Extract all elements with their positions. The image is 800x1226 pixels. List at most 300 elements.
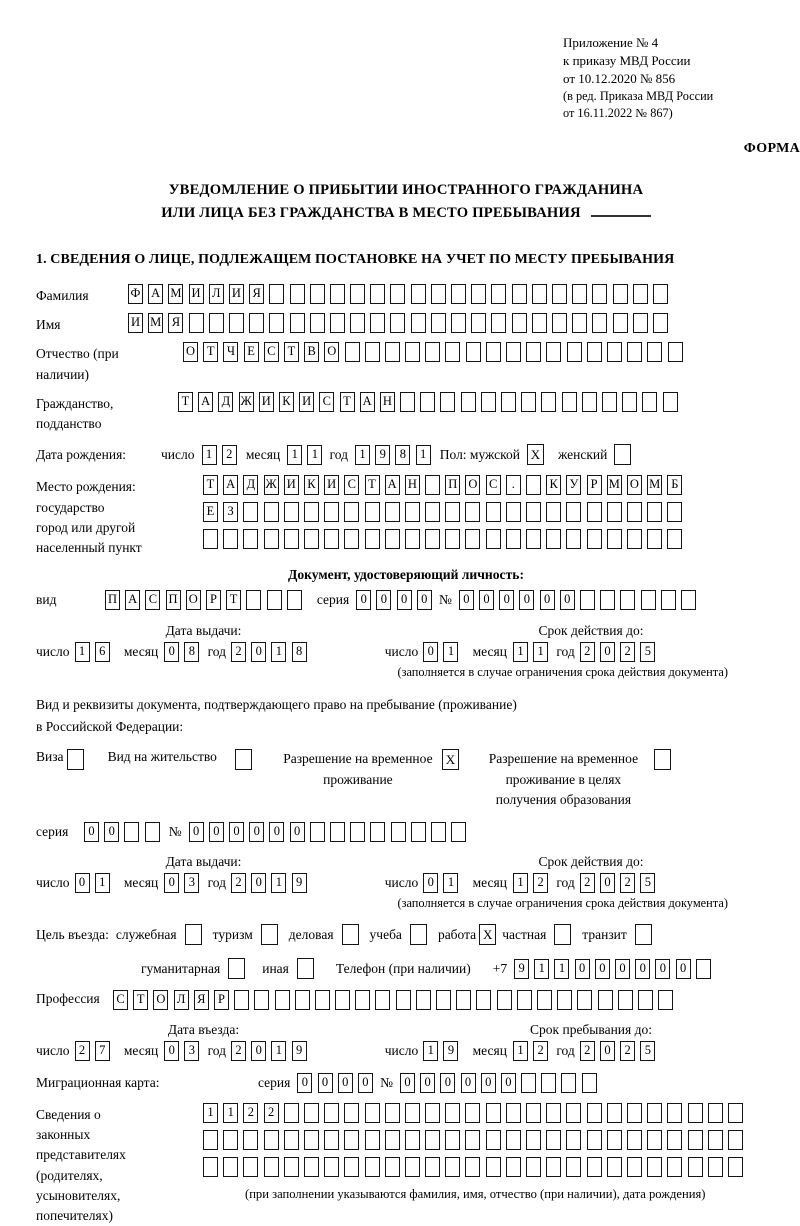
- profession-row: [36, 989, 776, 1009]
- form-cell: 0: [104, 822, 119, 842]
- form-cell: [290, 284, 305, 304]
- form-cell: [335, 990, 350, 1010]
- form-cell: О: [153, 990, 168, 1010]
- form-cell: [562, 392, 577, 412]
- form-cell: О: [183, 342, 198, 362]
- form-cell: Т: [203, 342, 218, 362]
- form-cell: [658, 990, 673, 1010]
- form-cell: [506, 502, 521, 522]
- form-cell: [411, 284, 426, 304]
- form-cell: [344, 1130, 359, 1150]
- form-cell: 0: [600, 873, 615, 893]
- form-cell: [324, 1103, 339, 1123]
- form-cell: 2: [580, 642, 595, 662]
- doc-kind-label: вид: [36, 592, 57, 608]
- form-cell: [622, 392, 637, 412]
- form-cell: [246, 590, 261, 610]
- form-cell: [264, 529, 279, 549]
- form-cell: [445, 1103, 460, 1123]
- form-cell: [465, 1130, 480, 1150]
- citizenship-cells: [178, 392, 683, 412]
- tourism-label: туризм: [212, 926, 253, 942]
- representatives-block: [36, 1103, 776, 1226]
- form-cell: 1: [271, 873, 286, 893]
- form-cell: [425, 1157, 440, 1177]
- form-cell: 8: [395, 445, 410, 465]
- mig-series-label: серия: [258, 1074, 291, 1090]
- form-cell: [456, 990, 471, 1010]
- form-cell: [647, 529, 662, 549]
- form-cell: 0: [615, 959, 630, 979]
- form-cell: [708, 1130, 723, 1150]
- purpose-row-2: [141, 958, 776, 979]
- form-cell: [653, 284, 668, 304]
- study-checkbox: [410, 924, 427, 945]
- form-cell: [330, 313, 345, 333]
- form-cell: [445, 342, 460, 362]
- form-cell: 0: [189, 822, 204, 842]
- permit-number-cells: [189, 822, 472, 842]
- form-cell: О: [186, 590, 201, 610]
- form-cell: А: [385, 475, 400, 495]
- form-cell: [465, 502, 480, 522]
- form-cell: [344, 502, 359, 522]
- form-cell: [249, 313, 264, 333]
- form-cell: [370, 313, 385, 333]
- phone-label: Телефон (при наличии): [335, 960, 471, 976]
- form-cell: [613, 313, 628, 333]
- form-cell: [486, 1103, 501, 1123]
- form-cell: П: [445, 475, 460, 495]
- form-cell: [330, 284, 345, 304]
- form-cell: [345, 342, 360, 362]
- form-cell: С: [264, 342, 279, 362]
- form-cell: [587, 1157, 602, 1177]
- surname-label: Фамилия: [36, 287, 89, 303]
- form-cell: [521, 1073, 536, 1093]
- form-cell: [385, 1157, 400, 1177]
- form-cell: [223, 1157, 238, 1177]
- form-cell: [264, 1157, 279, 1177]
- mig-series-cells: [297, 1073, 378, 1093]
- form-cell: [391, 822, 406, 842]
- form-cell: 0: [600, 1041, 615, 1061]
- service-label: служебная: [115, 926, 177, 942]
- form-cell: 0: [84, 822, 99, 842]
- form-cell: [620, 590, 635, 610]
- form-cell: [350, 313, 365, 333]
- form-cell: Т: [365, 475, 380, 495]
- form-cell: Я: [249, 284, 264, 304]
- form-cell: [587, 529, 602, 549]
- form-cell: 0: [600, 642, 615, 662]
- form-cell: 2: [243, 1103, 258, 1123]
- form-cell: [521, 392, 536, 412]
- form-cell: [370, 822, 385, 842]
- identity-doc-heading: Документ, удостоверяющий личность:: [288, 567, 524, 583]
- form-cell: [385, 342, 400, 362]
- representatives-note: (при заполнении указываются фамилия, имя, отчество (при наличии), дата рождения): [245, 1186, 706, 1201]
- form-cell: [295, 990, 310, 1010]
- form-cell: [310, 284, 325, 304]
- permit-issue-title: Дата выдачи:: [165, 854, 242, 870]
- form-cell: [465, 1103, 480, 1123]
- birth-year-cells: [355, 445, 436, 465]
- form-cell: [526, 1130, 541, 1150]
- form-cell: [223, 1130, 238, 1150]
- form-cell: 0: [164, 642, 179, 662]
- form-cell: [264, 502, 279, 522]
- residence-label: Вид на жительство: [107, 749, 217, 765]
- form-cell: 1: [513, 873, 528, 893]
- form-cell: 0: [575, 959, 590, 979]
- form-cell: 1: [443, 642, 458, 662]
- note-line-1: Приложение № 4: [563, 35, 659, 50]
- purpose-row-1: [36, 924, 776, 945]
- form-cell: 8: [292, 642, 307, 662]
- form-cell: 9: [514, 959, 529, 979]
- permit-intro: [36, 694, 776, 740]
- form-cell: [681, 590, 696, 610]
- form-cell: [572, 284, 587, 304]
- form-cell: У: [566, 475, 581, 495]
- form-cell: [420, 392, 435, 412]
- title-underline: [591, 204, 651, 217]
- form-cell: 1: [534, 959, 549, 979]
- form-cell: [546, 529, 561, 549]
- form-cell: Б: [667, 475, 682, 495]
- form-cell: [234, 990, 249, 1010]
- form-cell: [647, 1157, 662, 1177]
- form-cell: 0: [417, 590, 432, 610]
- form-cell: 0: [251, 873, 266, 893]
- form-cell: [254, 990, 269, 1010]
- form-cell: [405, 1130, 420, 1150]
- form-cell: 3: [184, 873, 199, 893]
- note-line-4: (в ред. Приказа МВД России: [563, 88, 714, 103]
- purpose-label: Цель въезда:: [36, 926, 109, 942]
- permit-series-label: серия: [36, 824, 69, 840]
- migration-card-row: [36, 1073, 776, 1093]
- form-cell: 6: [95, 642, 110, 662]
- form-cell: [602, 392, 617, 412]
- business-label: деловая: [288, 926, 334, 942]
- form-cell: 1: [75, 642, 90, 662]
- representatives-cells: [203, 1103, 748, 1202]
- form-cell: [243, 1157, 258, 1177]
- permit-valid-date: число 0 1 месяц 1 2 год 2 0 2 5: [385, 873, 661, 893]
- form-cell: [557, 990, 572, 1010]
- form-cell: [641, 590, 656, 610]
- form-cell: Т: [203, 475, 218, 495]
- form-cell: [465, 1157, 480, 1177]
- form-cell: 0: [356, 590, 371, 610]
- form-cell: [324, 502, 339, 522]
- form-cell: [587, 1130, 602, 1150]
- form-cell: [203, 529, 218, 549]
- work-label: работа: [437, 926, 477, 942]
- birth-place-label: Место рождения: государство город или другой населенный пункт: [36, 479, 142, 555]
- form-cell: [451, 284, 466, 304]
- citizenship-row: [36, 392, 776, 435]
- phone-cells: [514, 959, 716, 979]
- form-cell: [431, 313, 446, 333]
- study-label: учеба: [369, 926, 402, 942]
- form-cell: [506, 342, 521, 362]
- form-cell: [243, 1130, 258, 1150]
- birth-date-row: [36, 444, 776, 465]
- birth-place-row-3: [203, 529, 688, 549]
- form-cell: 9: [443, 1041, 458, 1061]
- form-cell: [310, 822, 325, 842]
- form-cell: Т: [340, 392, 355, 412]
- form-cell: 0: [358, 1073, 373, 1093]
- form-cell: 0: [400, 1073, 415, 1093]
- form-cell: Т: [133, 990, 148, 1010]
- birth-date-label: Дата рождения:: [36, 446, 127, 462]
- form-cell: [375, 990, 390, 1010]
- form-cell: [203, 1130, 218, 1150]
- stay-until-title: Срок пребывания до:: [530, 1021, 652, 1037]
- form-cell: 0: [540, 590, 555, 610]
- form-cell: [124, 822, 139, 842]
- form-cell: 2: [533, 1041, 548, 1061]
- form-cell: [411, 313, 426, 333]
- form-cell: [638, 990, 653, 1010]
- business-checkbox: [342, 924, 359, 945]
- form-cell: 2: [231, 873, 246, 893]
- form-cell: 1: [554, 959, 569, 979]
- form-cell: И: [189, 284, 204, 304]
- citizenship-label: Гражданство, подданство: [36, 395, 114, 431]
- permit-dates-block: [36, 854, 776, 911]
- form-cell: Т: [284, 342, 299, 362]
- form-cell: 0: [397, 590, 412, 610]
- form-cell: [708, 1157, 723, 1177]
- form-cell: 1: [443, 873, 458, 893]
- form-cell: [567, 342, 582, 362]
- patronymic-label: Отчество (при наличии): [36, 346, 119, 382]
- form-cell: [350, 284, 365, 304]
- doc-dates-block: [36, 623, 776, 680]
- service-checkbox: [185, 924, 202, 945]
- private-label: частная: [502, 926, 547, 942]
- form-cell: [627, 1157, 642, 1177]
- form-cell: [501, 392, 516, 412]
- form-cell: [284, 1157, 299, 1177]
- form-cell: [552, 313, 567, 333]
- form-cell: [243, 529, 258, 549]
- form-cell: [243, 502, 258, 522]
- form-cell: [445, 1130, 460, 1150]
- form-cell: [189, 313, 204, 333]
- birth-month-cells: [287, 445, 327, 465]
- other-label: иная: [262, 960, 289, 976]
- form-cell: [512, 313, 527, 333]
- entry-dates-block: [36, 1022, 776, 1061]
- form-cell: 1: [271, 1041, 286, 1061]
- surname-cells: [128, 284, 673, 304]
- form-cell: Ч: [223, 342, 238, 362]
- form-cell: 0: [481, 1073, 496, 1093]
- sex-male-label: Пол: мужской: [439, 446, 520, 462]
- visa-checkbox: [67, 749, 84, 770]
- form-cell: 9: [292, 1041, 307, 1061]
- form-cell: 0: [209, 822, 224, 842]
- form-cell: [304, 1130, 319, 1150]
- form-cell: [607, 1103, 622, 1123]
- form-cell: [688, 1157, 703, 1177]
- form-cell: [667, 1157, 682, 1177]
- form-cell: [491, 313, 506, 333]
- form-cell: [344, 1103, 359, 1123]
- form-cell: [465, 529, 480, 549]
- form-cell: [436, 990, 451, 1010]
- form-cell: С: [113, 990, 128, 1010]
- form-cell: [405, 1157, 420, 1177]
- form-cell: 2: [231, 642, 246, 662]
- form-cell: [512, 284, 527, 304]
- form-cell: М: [647, 475, 662, 495]
- form-cell: И: [324, 475, 339, 495]
- form-cell: 0: [249, 822, 264, 842]
- form-cell: [577, 990, 592, 1010]
- section1-heading: 1. СВЕДЕНИЯ О ЛИЦЕ, ПОДЛЕЖАЩЕМ ПОСТАНОВКЕ НА УЧЕТ ПО МЕСТУ ПРЕБЫВАНИЯ: [36, 251, 675, 267]
- form-cell: А: [360, 392, 375, 412]
- form-cell: А: [198, 392, 213, 412]
- form-cell: [667, 1130, 682, 1150]
- form-cell: Н: [405, 475, 420, 495]
- form-cell: 0: [318, 1073, 333, 1093]
- form-cell: [290, 313, 305, 333]
- form-cell: [647, 1103, 662, 1123]
- representatives-label: Сведения о законных представителях (родителях, усыновителях, попечителях): [36, 1106, 126, 1224]
- birth-place-cells: [203, 475, 688, 549]
- rvp-edu-checkbox: [654, 749, 671, 770]
- form-cell: [416, 990, 431, 1010]
- form-cell: К: [304, 475, 319, 495]
- representatives-row-1: [203, 1103, 748, 1123]
- birth-place-block: [36, 475, 776, 558]
- birth-day-cells: [202, 445, 242, 465]
- form-cell: В: [304, 342, 319, 362]
- form-cell: И: [229, 284, 244, 304]
- mig-number-label: №: [380, 1074, 393, 1090]
- tourism-checkbox: [261, 924, 278, 945]
- form-cell: [486, 1157, 501, 1177]
- permit-number-label: №: [168, 824, 182, 840]
- form-cell: Р: [206, 590, 221, 610]
- birth-place-row-1: [203, 475, 688, 495]
- form-cell: [526, 502, 541, 522]
- form-cell: Д: [243, 475, 258, 495]
- profession-label: Профессия: [36, 991, 100, 1007]
- form-cell: [607, 1130, 622, 1150]
- form-cell: Е: [244, 342, 259, 362]
- form-cell: [627, 529, 642, 549]
- form-cell: [264, 1130, 279, 1150]
- form-cell: [497, 990, 512, 1010]
- entry-date-title: Дата въезда:: [167, 1021, 240, 1037]
- form-cell: [304, 502, 319, 522]
- form-cell: О: [627, 475, 642, 495]
- form-cell: [506, 1103, 521, 1123]
- form-cell: [592, 284, 607, 304]
- mig-number-cells: [400, 1073, 602, 1093]
- form-cell: 1: [202, 445, 217, 465]
- form-cell: [385, 529, 400, 549]
- form-cell: 0: [423, 642, 438, 662]
- representatives-row-2: [203, 1130, 748, 1150]
- form-cell: И: [128, 313, 143, 333]
- form-cell: 2: [75, 1041, 90, 1061]
- form-cell: [668, 342, 683, 362]
- form-cell: [566, 502, 581, 522]
- form-cell: И: [299, 392, 314, 412]
- form-cell: 0: [499, 590, 514, 610]
- form-cell: 9: [292, 873, 307, 893]
- surname-row: [36, 284, 776, 306]
- form-cell: [506, 529, 521, 549]
- form-cell: 9: [375, 445, 390, 465]
- form-cell: [385, 502, 400, 522]
- form-cell: Я: [168, 313, 183, 333]
- form-cell: [582, 1073, 597, 1093]
- form-cell: [506, 1130, 521, 1150]
- form-cell: [566, 1103, 581, 1123]
- form-cell: Д: [218, 392, 233, 412]
- form-cell: [566, 1130, 581, 1150]
- form-cell: [390, 313, 405, 333]
- form-cell: [330, 822, 345, 842]
- form-cell: 7: [95, 1041, 110, 1061]
- form-cell: [284, 529, 299, 549]
- form-cell: [708, 1103, 723, 1123]
- form-cell: [566, 1157, 581, 1177]
- form-cell: [425, 475, 440, 495]
- form-cell: [145, 822, 160, 842]
- form-cell: 0: [420, 1073, 435, 1093]
- sex-male-checkbox: X: [527, 444, 544, 465]
- form-cell: [324, 1157, 339, 1177]
- form-cell: [667, 502, 682, 522]
- form-cell: О: [465, 475, 480, 495]
- doc-valid-title: Срок действия до:: [538, 622, 644, 638]
- form-cell: [506, 1157, 521, 1177]
- form-cell: [607, 529, 622, 549]
- form-cell: [688, 1130, 703, 1150]
- form-cell: [486, 502, 501, 522]
- form-cell: 2: [620, 642, 635, 662]
- form-cell: Н: [380, 392, 395, 412]
- form-cell: [572, 313, 587, 333]
- form-cell: [451, 822, 466, 842]
- form-cell: [667, 529, 682, 549]
- form-cell: А: [125, 590, 140, 610]
- form-cell: 5: [640, 873, 655, 893]
- form-cell: [607, 342, 622, 362]
- form-cell: [385, 1130, 400, 1150]
- name-row: [36, 313, 776, 335]
- form-cell: 1: [416, 445, 431, 465]
- form-cell: 1: [287, 445, 302, 465]
- note-line-5: от 16.11.2022 № 867): [563, 105, 673, 120]
- form-cell: [566, 529, 581, 549]
- permit-intro-line-1: Вид и реквизиты документа, подтверждающего право на пребывание (проживание): [36, 696, 517, 712]
- form-cell: [541, 392, 556, 412]
- month-label: месяц: [245, 446, 281, 462]
- phone-prefix: +7: [492, 960, 508, 976]
